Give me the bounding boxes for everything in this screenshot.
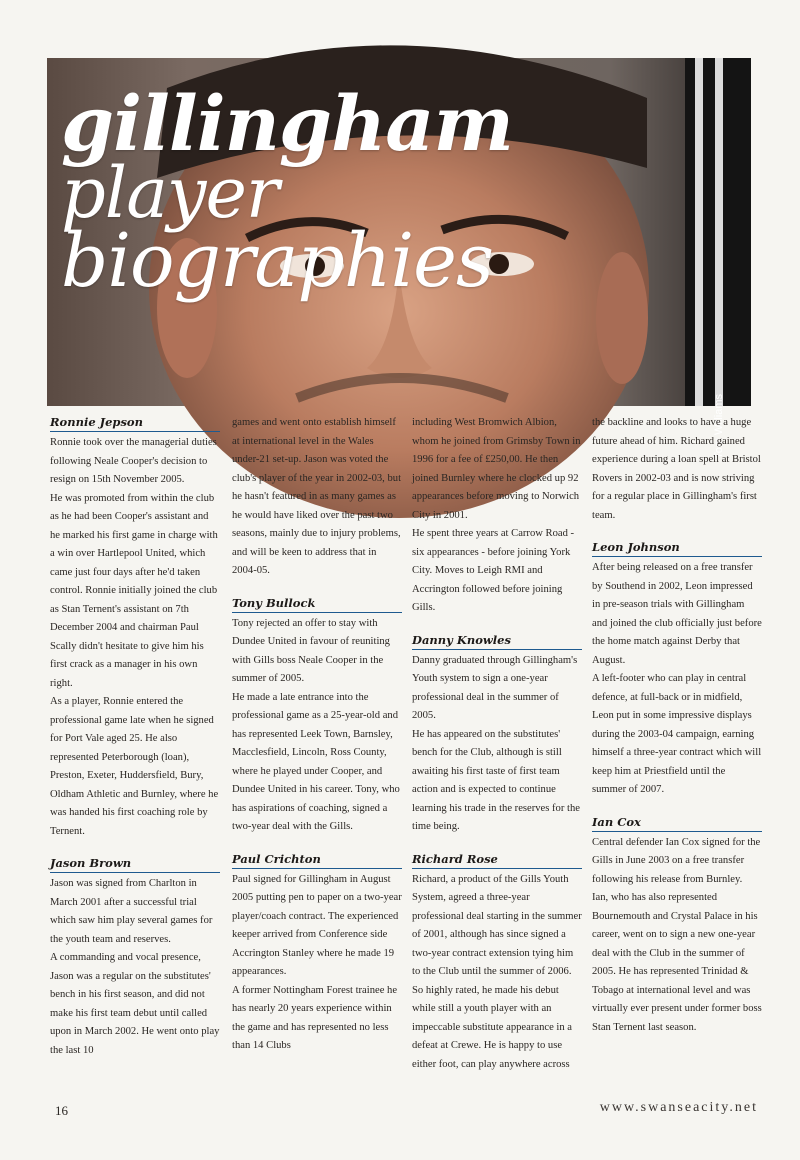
bio-heading: Ian Cox [592, 814, 762, 832]
bio-paragraph: Danny graduated through Gillingham's Youth system to sign a one-year professional deal in the summer of 2005. [412, 654, 578, 721]
bio-column-2 [232, 414, 402, 1070]
bio-ronnie-jepson [50, 414, 220, 841]
bio-paragraph: games and went onto establish himself at international level in the Wales under-21 set-up. Jason was voted the club's player of the year in 2002-03, but he hasn't featured in as many games as he would have liked over the past two seasons, mainly due to injury problems, and will be keen to address that in 2004-05. [232, 417, 402, 576]
bio-paragraph: As a player, Ronnie entered the professional game late when he signed for Port Vale aged 25. He also represented Peterborough (loan), Preston, Exeter, Huddersfield, Bury, Oldham Athletic and Burnley, where he was handed his first coaching role by Ternent. [50, 696, 219, 837]
bio-paragraph: including West Bromwich Albion, whom he joined from Grimsby Town in 1996 for a fee of £250,00. He then joined Burnley where he clocked up 92 appearances before moving to Norwich City in 2001. [412, 417, 581, 521]
bio-paragraph: He made a late entrance into the professional game as a 25-year-old and has represented Leek Town, Barnsley, Macclesfield, Lincoln, Ross County, where he played under Cooper, and Dundee United in his career. Tony, who has aspirations of coaching, signed a two-year deal with the Gills. [232, 691, 400, 832]
title-line-1: gillingham [61, 79, 513, 168]
photo-credit: Tom Williams [713, 394, 725, 459]
bio-paragraph: He spent three years at Carrow Road - six appearances - before joining York City. Moves to Leigh RMI and Accrington followed before joining Gills. [412, 528, 575, 613]
page-title [61, 79, 513, 304]
bio-paragraph: Tony rejected an offer to stay with Dundee United in favour of reuniting with Gills boss Neale Cooper in the summer of 2005. [232, 617, 390, 684]
bio-heading: Danny Knowles [412, 632, 582, 650]
bio-paragraph: He was promoted from within the club as he had been Cooper's assistant and he marked his first game in charge with a win over Hartlepool United, which came just four days after he'd taken control. Ronnie initially joined the club as Stan Ternent's assistant on 7th December 2004 and chairman Paul Scally didn't hesitate to give him his first crack as a manager in his own right. [50, 492, 218, 689]
bio-jason-brown [50, 855, 220, 1060]
bio-ian-cox [592, 814, 762, 1038]
bio-paragraph: the backline and looks to have a huge future ahead of him. Richard gained experience during a loan spell at Bristol Rovers in 2002-03 and is now striving for a regular place in Gillingham's first team. [592, 417, 761, 521]
website-url: www.swanseacity.net [599, 1100, 758, 1115]
bio-paragraph: So highly rated, he made his debut while still a youth player with an impeccable substitute appearance in a defeat at Crewe. He is happy to use either foot, can play anywhere across [412, 984, 573, 1070]
bio-paragraph: A left-footer who can play in central defence, at full-back or in midfield, Leon put in some impressive displays during the 2003-04 campaign, earning himself a three-year contract which will keep him at Priestfield until the summer of 2007. [592, 673, 762, 795]
bio-paul-crichton [232, 851, 402, 1056]
bio-leon-johnson [592, 539, 762, 800]
bio-jason-brown-continued [232, 414, 402, 581]
bio-heading: Paul Crichton [232, 851, 402, 869]
bio-richard-rose [412, 851, 582, 1075]
bio-column-4 [592, 414, 762, 1051]
bio-paragraph: Ian, who has also represented Bournemouth and Crystal Palace in his career, went on to sign a new one-year deal with the Club in the summer of 2005. He has represented Trinidad & Tobago at international level and was virtually ever present under former boss Stan Ternent last season. [592, 892, 762, 1033]
bio-paragraph: Richard, a product of the Gills Youth System, agreed a three-year professional deal starting in the summer of 2001, although has since signed a two-year contract extension tying him to the Club until the summer of 2006. [412, 873, 582, 977]
title-line-2: player [61, 152, 279, 234]
title-line-3: biographies [61, 218, 493, 304]
bio-paragraph: After being released on a free transfer by Southend in 2002, Leon impressed in pre-season trials with Gillingham and joined the club officially just before the home match against Derby that August. [592, 562, 762, 666]
bio-heading: Tony Bullock [232, 595, 402, 613]
bio-heading: Leon Johnson [592, 539, 762, 557]
page-number: 16 [55, 1103, 68, 1118]
bio-column-3 [412, 414, 582, 1088]
bio-column-1 [50, 414, 220, 1074]
bio-paragraph: Ronnie took over the managerial duties following Neale Cooper's decision to resign on 15th November 2005. [50, 437, 217, 485]
bio-paragraph: He has appeared on the substitutes' bench for the Club, although is still awaiting his first taste of first team action and is expected to continue learning his trade in the reserves for the time being. [412, 728, 580, 832]
bio-paragraph: Central defender Ian Cox signed for the Gills in June 2003 on a free transfer following his release from Burnley. [592, 836, 761, 885]
bio-danny-knowles [412, 632, 582, 837]
bio-heading: Jason Brown [50, 855, 220, 873]
bio-richard-rose-continued [592, 414, 762, 525]
bio-heading: Richard Rose [412, 851, 582, 869]
bio-paul-crichton-continued [412, 414, 582, 618]
bio-tony-bullock [232, 595, 402, 837]
bio-paragraph: A commanding and vocal presence, Jason was a regular on the substitutes' bench in his first season, and did not make his first team debut until called upon in March 2002. He went onto play the last 10 [50, 952, 220, 1056]
bio-paragraph: Paul signed for Gillingham in August 2005 putting pen to paper on a two-year player/coach contract. The experienced keeper arrived from Conference side Accrington Stanley where he made 19 appearances. [232, 873, 402, 977]
bio-paragraph: A former Nottingham Forest trainee he has nearly 20 years experience within the game and has represented no less than 14 Clubs [232, 984, 398, 1051]
bio-paragraph: Jason was signed from Charlton in March 2001 after a successful trial which saw him play several games for the youth team and reserves. [50, 878, 213, 945]
bio-heading: Ronnie Jepson [50, 414, 220, 432]
